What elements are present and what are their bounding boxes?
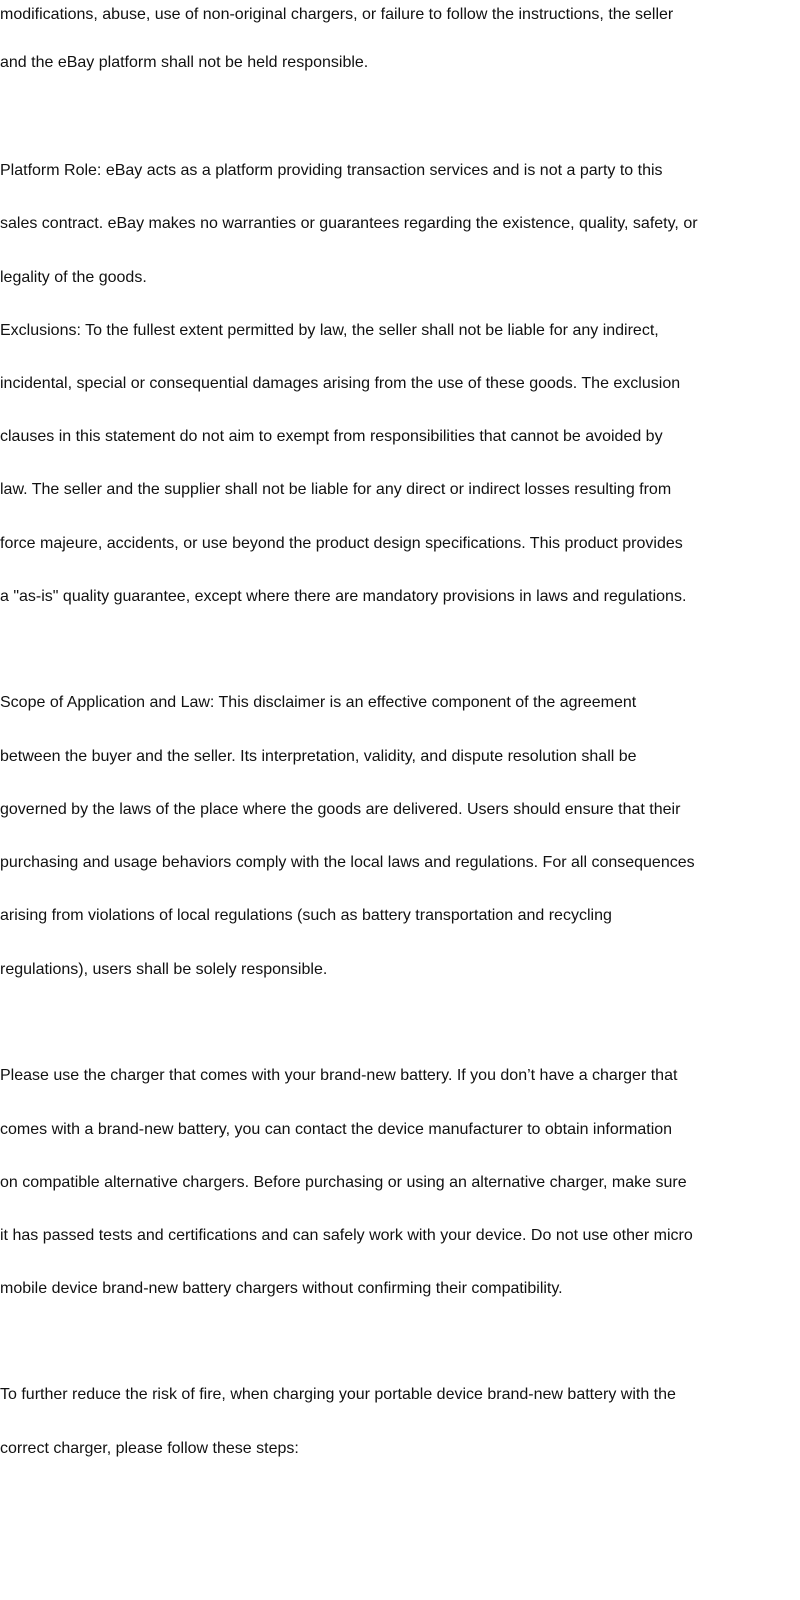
text-line: and the eBay platform shall not be held responsible. [0,54,369,71]
text-line: clauses in this statement do not aim to exempt from responsibilities that cannot be avoided by [0,428,663,445]
text-line: regulations), users shall be solely responsible. [0,961,328,978]
text-line: law. The seller and the supplier shall not be liable for any direct or indirect losses resulting from [0,481,672,498]
text-line: mobile device brand-new battery chargers without confirming their compatibility. [0,1280,563,1297]
text-line: Scope of Application and Law: This disclaimer is an effective component of the agreement [0,694,637,711]
text-line: Platform Role: eBay acts as a platform providing transaction services and is not a party to this [0,162,663,179]
text-line: comes with a brand-new battery, you can contact the device manufacturer to obtain information [0,1121,673,1138]
text-line: force majeure, accidents, or use beyond the product design specifications. This product provides [0,535,683,552]
text-line: purchasing and usage behaviors comply with the local laws and regulations. For all consequences [0,854,695,871]
text-line: modifications, abuse, use of non-original chargers, or failure to follow the instructions, the seller [0,6,674,23]
text-line: arising from violations of local regulations (such as battery transportation and recycling [0,907,612,924]
text-line: Exclusions: To the fullest extent permitted by law, the seller shall not be liable for any indirect, [0,322,659,339]
text-line: correct charger, please follow these steps: [0,1440,299,1457]
text-line: on compatible alternative chargers. Before purchasing or using an alternative charger, make sure [0,1174,687,1191]
text-line: To further reduce the risk of fire, when charging your portable device brand-new battery with the [0,1386,676,1403]
text-line: between the buyer and the seller. Its interpretation, validity, and dispute resolution shall be [0,748,637,765]
text-line: governed by the laws of the place where the goods are delivered. Users should ensure that their [0,801,681,818]
text-line: it has passed tests and certifications and can safely work with your device. Do not use other micro [0,1227,693,1244]
text-line: sales contract. eBay makes no warranties or guarantees regarding the existence, quality, safety, or [0,215,698,232]
text-line: Please use the charger that comes with your brand-new battery. If you don’t have a charger that [0,1067,678,1084]
text-line: incidental, special or consequential damages arising from the use of these goods. The exclusion [0,375,681,392]
text-line: legality of the goods. [0,269,147,286]
text-line: a "as-is" quality guarantee, except where there are mandatory provisions in laws and regulations. [0,588,687,605]
